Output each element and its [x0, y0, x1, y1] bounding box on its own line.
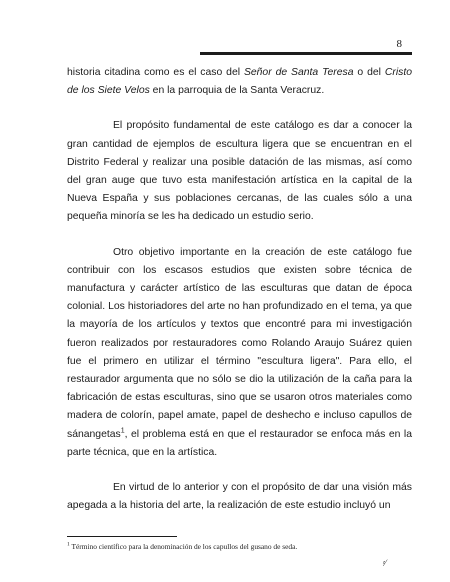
- italic-title: Cristo de los Siete Velos: [67, 67, 412, 97]
- paragraph: [67, 244, 412, 462]
- text-run: El propósito fundamental de este catálogo es dar a conocer la gran cantidad de ejemplos de escultura ligera que se encuentran en el Distrito Federal y realizar una posible datación de las mismas, así como del gran auge que tuvo esta manifestación artística en la capital de la Nueva España y sus poblaciones cercanas, de las cuales sólo a una pequeña minoría se les ha dedicado un estudio serio.: [67, 120, 412, 223]
- text-run: Otro objetivo importante en la creación de este catálogo fue contribuir con los escasos estudios que existen sobre técnica de manufactura y carácter artístico de las esculturas que datan de época colonial. Los historiadores del arte no han profundizado en el tema, ya que la mayoría de los artículos y textos que encontré para mi investigación fueron realizados por restauradores como Rolando Araujo Suárez quien fue el primero en utilizar el término "escultura ligera". Para ello, el restaurador argumenta que no sólo se dio la utilización de la caña para la fabricación de estas esculturas, sino que se usaron otros materiales como madera de colorín, papel amate, papel de deshecho e incluso capullos de sánangetas: [67, 246, 412, 440]
- footnote-marker: 1: [67, 541, 70, 548]
- header-rule: [200, 52, 412, 55]
- footnote-reference: 1: [120, 427, 125, 435]
- text-run: En virtud de lo anterior y con el propósito de dar una visión más apegada a la historia del arte, la realización de este estudio incluyó un: [67, 482, 412, 512]
- paragraph: [67, 64, 412, 100]
- text-run: historia citadina como es el caso del: [67, 67, 244, 78]
- italic-title: Señor de Santa Teresa: [243, 67, 354, 78]
- corner-handwritten-mark: ᶻ⁄: [382, 558, 386, 568]
- paragraph: [67, 479, 412, 515]
- footnote-rule: [67, 536, 177, 537]
- page-number: 8: [396, 38, 402, 50]
- text-run: en la parroquia de la Santa Veracruz.: [149, 85, 325, 97]
- text-run: o del: [353, 67, 385, 78]
- paragraph: [67, 117, 412, 226]
- footnote: [67, 542, 412, 551]
- footnote-text: Término científico para la denominación de los capullos del gusano de seda.: [71, 542, 298, 551]
- text-run: , el problema está en que el restaurador se enfoca más en la parte técnica, que en la artística.: [67, 428, 412, 458]
- body-text: [67, 64, 412, 515]
